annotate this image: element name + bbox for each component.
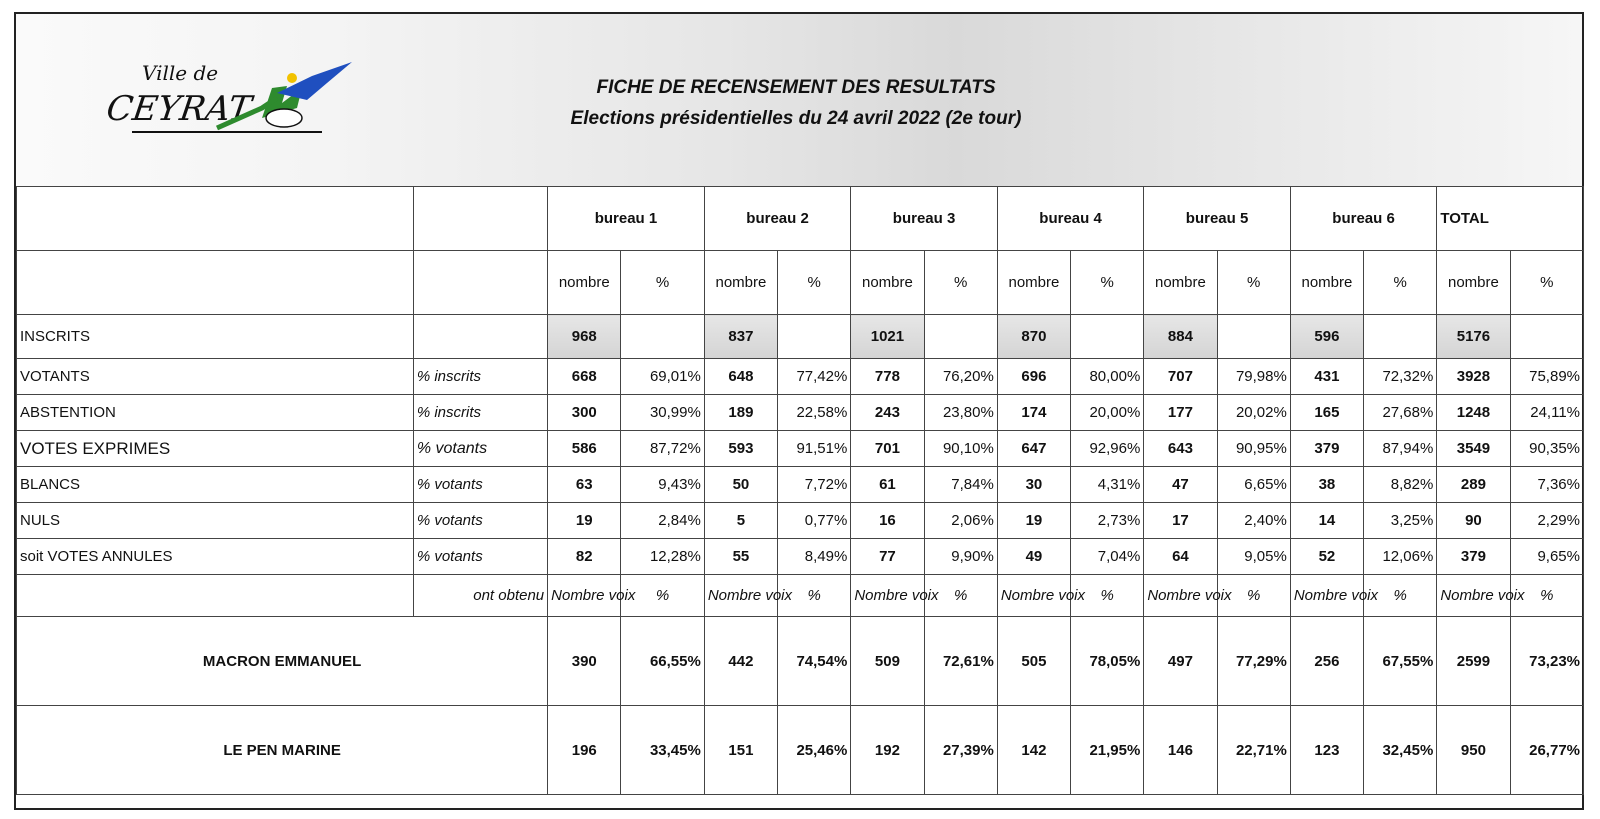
column-header: bureau 1 — [548, 187, 705, 251]
value-pct: 30,99% — [621, 395, 704, 431]
subheader-nombre-voix: Nombre voix — [548, 575, 621, 617]
logo-line1: Ville de — [142, 61, 219, 85]
subheader-nombre: nombre — [1437, 251, 1510, 315]
inscrits-value: 1021 — [851, 315, 924, 359]
value-nombre: 707 — [1144, 359, 1217, 395]
subheader-pct: % — [1364, 251, 1437, 315]
column-header: TOTAL — [1437, 187, 1584, 251]
value-pct: 8,49% — [778, 539, 851, 575]
row-nuls — [17, 503, 1584, 539]
row-label: NULS — [17, 503, 414, 539]
value-pct: 2,40% — [1217, 503, 1290, 539]
row-ref: % votants — [413, 467, 547, 503]
subheader-nombre-voix: Nombre voix — [1290, 575, 1363, 617]
candidate-name: MACRON EMMANUEL — [17, 617, 548, 706]
candidate-pct: 27,39% — [924, 706, 997, 795]
header-row-bureaux — [17, 187, 1584, 251]
subheader-pct: % — [1364, 575, 1437, 617]
value-pct: 9,90% — [924, 539, 997, 575]
candidate-pct: 74,54% — [778, 617, 851, 706]
subheader-pct: % — [924, 251, 997, 315]
subheader-nombre: nombre — [704, 251, 777, 315]
value-pct: 9,05% — [1217, 539, 1290, 575]
candidate-votes: 2599 — [1437, 617, 1510, 706]
subheader-nombre: nombre — [851, 251, 924, 315]
candidate-votes: 196 — [548, 706, 621, 795]
value-nombre: 379 — [1290, 431, 1363, 467]
candidate-votes: 151 — [704, 706, 777, 795]
value-pct: 2,84% — [621, 503, 704, 539]
sheet-title — [436, 72, 1156, 134]
value-nombre: 647 — [997, 431, 1070, 467]
value-pct: 20,00% — [1071, 395, 1144, 431]
inscrits-value: 5176 — [1437, 315, 1510, 359]
value-nombre: 63 — [548, 467, 621, 503]
value-pct: 7,04% — [1071, 539, 1144, 575]
value-nombre: 189 — [704, 395, 777, 431]
candidate-pct: 33,45% — [621, 706, 704, 795]
value-nombre: 77 — [851, 539, 924, 575]
subheader-nombre-voix: Nombre voix — [851, 575, 924, 617]
value-nombre: 30 — [997, 467, 1070, 503]
candidate-pct: 72,61% — [924, 617, 997, 706]
value-pct: 2,73% — [1071, 503, 1144, 539]
value-nombre: 82 — [548, 539, 621, 575]
blank-cell — [17, 187, 414, 251]
value-nombre: 38 — [1290, 467, 1363, 503]
value-pct: 75,89% — [1510, 359, 1583, 395]
row-ont-obtenu — [17, 575, 1584, 617]
row-abstention — [17, 395, 1584, 431]
title-line1: FICHE DE RECENSEMENT DES RESULTATS — [596, 77, 996, 98]
candidate-votes: 390 — [548, 617, 621, 706]
subheader-nombre-voix: Nombre voix — [997, 575, 1070, 617]
value-pct: 69,01% — [621, 359, 704, 395]
candidate-votes: 123 — [1290, 706, 1363, 795]
candidate-votes: 146 — [1144, 706, 1217, 795]
blank-cell — [413, 187, 547, 251]
value-nombre: 243 — [851, 395, 924, 431]
blank-cell — [1510, 315, 1583, 359]
results-sheet — [14, 12, 1584, 810]
value-pct: 7,36% — [1510, 467, 1583, 503]
value-pct: 8,82% — [1364, 467, 1437, 503]
header-row-subcols — [17, 251, 1584, 315]
row-inscrits — [17, 315, 1584, 359]
subheader-pct: % — [621, 251, 704, 315]
candidate-pct: 78,05% — [1071, 617, 1144, 706]
value-pct: 23,80% — [924, 395, 997, 431]
row-ref: % votants — [413, 503, 547, 539]
row-label: VOTES EXPRIMES — [17, 431, 414, 467]
subheader-pct: % — [1071, 575, 1144, 617]
subheader-pct: % — [1510, 575, 1583, 617]
column-header: bureau 4 — [997, 187, 1144, 251]
value-pct: 91,51% — [778, 431, 851, 467]
value-nombre: 300 — [548, 395, 621, 431]
results-table — [16, 186, 1584, 795]
row-label: BLANCS — [17, 467, 414, 503]
value-nombre: 668 — [548, 359, 621, 395]
subheader-nombre-voix: Nombre voix — [704, 575, 777, 617]
value-nombre: 17 — [1144, 503, 1217, 539]
value-pct: 77,42% — [778, 359, 851, 395]
value-nombre: 1248 — [1437, 395, 1510, 431]
inscrits-value: 884 — [1144, 315, 1217, 359]
value-nombre: 174 — [997, 395, 1070, 431]
subheader-pct: % — [621, 575, 704, 617]
candidate-votes: 142 — [997, 706, 1070, 795]
value-nombre: 47 — [1144, 467, 1217, 503]
value-pct: 79,98% — [1217, 359, 1290, 395]
value-pct: 2,29% — [1510, 503, 1583, 539]
subheader-pct: % — [924, 575, 997, 617]
value-pct: 22,58% — [778, 395, 851, 431]
candidate-pct: 77,29% — [1217, 617, 1290, 706]
value-nombre: 643 — [1144, 431, 1217, 467]
candidate-row — [17, 617, 1584, 706]
value-pct: 0,77% — [778, 503, 851, 539]
value-nombre: 3928 — [1437, 359, 1510, 395]
value-pct: 76,20% — [924, 359, 997, 395]
blank-cell — [17, 575, 414, 617]
value-pct: 20,02% — [1217, 395, 1290, 431]
candidate-pct: 73,23% — [1510, 617, 1583, 706]
value-nombre: 55 — [704, 539, 777, 575]
value-nombre: 177 — [1144, 395, 1217, 431]
value-pct: 27,68% — [1364, 395, 1437, 431]
value-pct: 3,25% — [1364, 503, 1437, 539]
value-pct: 24,11% — [1510, 395, 1583, 431]
subheader-nombre: nombre — [548, 251, 621, 315]
value-nombre: 586 — [548, 431, 621, 467]
row-label: soit VOTES ANNULES — [17, 539, 414, 575]
candidate-votes: 442 — [704, 617, 777, 706]
value-nombre: 778 — [851, 359, 924, 395]
value-nombre: 61 — [851, 467, 924, 503]
value-nombre: 50 — [704, 467, 777, 503]
inscrits-value: 837 — [704, 315, 777, 359]
value-pct: 6,65% — [1217, 467, 1290, 503]
row-blancs — [17, 467, 1584, 503]
blank-cell — [413, 315, 547, 359]
inscrits-value: 870 — [997, 315, 1070, 359]
candidate-pct: 22,71% — [1217, 706, 1290, 795]
value-pct: 4,31% — [1071, 467, 1144, 503]
candidate-votes: 505 — [997, 617, 1070, 706]
subheader-nombre-voix: Nombre voix — [1144, 575, 1217, 617]
row-votes-exprimes — [17, 431, 1584, 467]
value-pct: 80,00% — [1071, 359, 1144, 395]
row-label: ABSTENTION — [17, 395, 414, 431]
ont-obtenu-label: ont obtenu — [413, 575, 547, 617]
candidate-pct: 26,77% — [1510, 706, 1583, 795]
inscrits-value: 968 — [548, 315, 621, 359]
value-pct: 9,43% — [621, 467, 704, 503]
blank-cell — [621, 315, 704, 359]
value-nombre: 90 — [1437, 503, 1510, 539]
value-pct: 92,96% — [1071, 431, 1144, 467]
ville-de-ceyrat-logo — [104, 58, 352, 138]
blank-cell — [413, 251, 547, 315]
sheet-header — [16, 14, 1582, 187]
value-nombre: 701 — [851, 431, 924, 467]
candidate-pct: 67,55% — [1364, 617, 1437, 706]
title-line2: Elections présidentielles du 24 avril 2022 (2e tour) — [570, 108, 1022, 129]
value-nombre: 52 — [1290, 539, 1363, 575]
candidate-pct: 32,45% — [1364, 706, 1437, 795]
blank-cell — [924, 315, 997, 359]
value-nombre: 16 — [851, 503, 924, 539]
value-nombre: 64 — [1144, 539, 1217, 575]
value-pct: 9,65% — [1510, 539, 1583, 575]
value-pct: 12,28% — [621, 539, 704, 575]
value-pct: 12,06% — [1364, 539, 1437, 575]
value-nombre: 165 — [1290, 395, 1363, 431]
value-pct: 90,35% — [1510, 431, 1583, 467]
value-pct: 87,94% — [1364, 431, 1437, 467]
value-nombre: 431 — [1290, 359, 1363, 395]
value-nombre: 379 — [1437, 539, 1510, 575]
row-label: INSCRITS — [17, 315, 414, 359]
row-votants — [17, 359, 1584, 395]
column-header: bureau 5 — [1144, 187, 1291, 251]
row-ref: % inscrits — [413, 395, 547, 431]
value-pct: 87,72% — [621, 431, 704, 467]
row-soit-votes-annules — [17, 539, 1584, 575]
value-nombre: 19 — [548, 503, 621, 539]
blank-cell — [778, 315, 851, 359]
candidate-name: LE PEN MARINE — [17, 706, 548, 795]
value-nombre: 648 — [704, 359, 777, 395]
candidate-votes: 497 — [1144, 617, 1217, 706]
subheader-pct: % — [1217, 575, 1290, 617]
subheader-pct: % — [1071, 251, 1144, 315]
value-nombre: 49 — [997, 539, 1070, 575]
value-pct: 90,95% — [1217, 431, 1290, 467]
subheader-nombre: nombre — [997, 251, 1070, 315]
candidate-votes: 192 — [851, 706, 924, 795]
subheader-pct: % — [778, 251, 851, 315]
column-header: bureau 2 — [704, 187, 851, 251]
value-nombre: 5 — [704, 503, 777, 539]
candidate-pct: 66,55% — [621, 617, 704, 706]
subheader-pct: % — [1217, 251, 1290, 315]
candidate-votes: 950 — [1437, 706, 1510, 795]
blank-cell — [17, 251, 414, 315]
value-nombre: 593 — [704, 431, 777, 467]
candidate-pct: 25,46% — [778, 706, 851, 795]
value-nombre: 19 — [997, 503, 1070, 539]
value-pct: 90,10% — [924, 431, 997, 467]
row-label: VOTANTS — [17, 359, 414, 395]
column-header: bureau 6 — [1290, 187, 1437, 251]
candidate-row — [17, 706, 1584, 795]
row-ref: % votants — [413, 539, 547, 575]
blank-cell — [1364, 315, 1437, 359]
subheader-nombre: nombre — [1290, 251, 1363, 315]
value-nombre: 289 — [1437, 467, 1510, 503]
row-ref: % votants — [413, 431, 547, 467]
subheader-pct: % — [778, 575, 851, 617]
candidate-votes: 509 — [851, 617, 924, 706]
row-ref: % inscrits — [413, 359, 547, 395]
value-pct: 7,72% — [778, 467, 851, 503]
value-nombre: 696 — [997, 359, 1070, 395]
column-header: bureau 3 — [851, 187, 998, 251]
value-pct: 72,32% — [1364, 359, 1437, 395]
value-pct: 7,84% — [924, 467, 997, 503]
subheader-nombre-voix: Nombre voix — [1437, 575, 1510, 617]
blank-cell — [1071, 315, 1144, 359]
candidate-pct: 21,95% — [1071, 706, 1144, 795]
subheader-pct: % — [1510, 251, 1583, 315]
value-pct: 2,06% — [924, 503, 997, 539]
value-nombre: 3549 — [1437, 431, 1510, 467]
logo-line2: CEYRAT — [104, 89, 254, 129]
inscrits-value: 596 — [1290, 315, 1363, 359]
subheader-nombre: nombre — [1144, 251, 1217, 315]
blank-cell — [1217, 315, 1290, 359]
value-nombre: 14 — [1290, 503, 1363, 539]
candidate-votes: 256 — [1290, 617, 1363, 706]
